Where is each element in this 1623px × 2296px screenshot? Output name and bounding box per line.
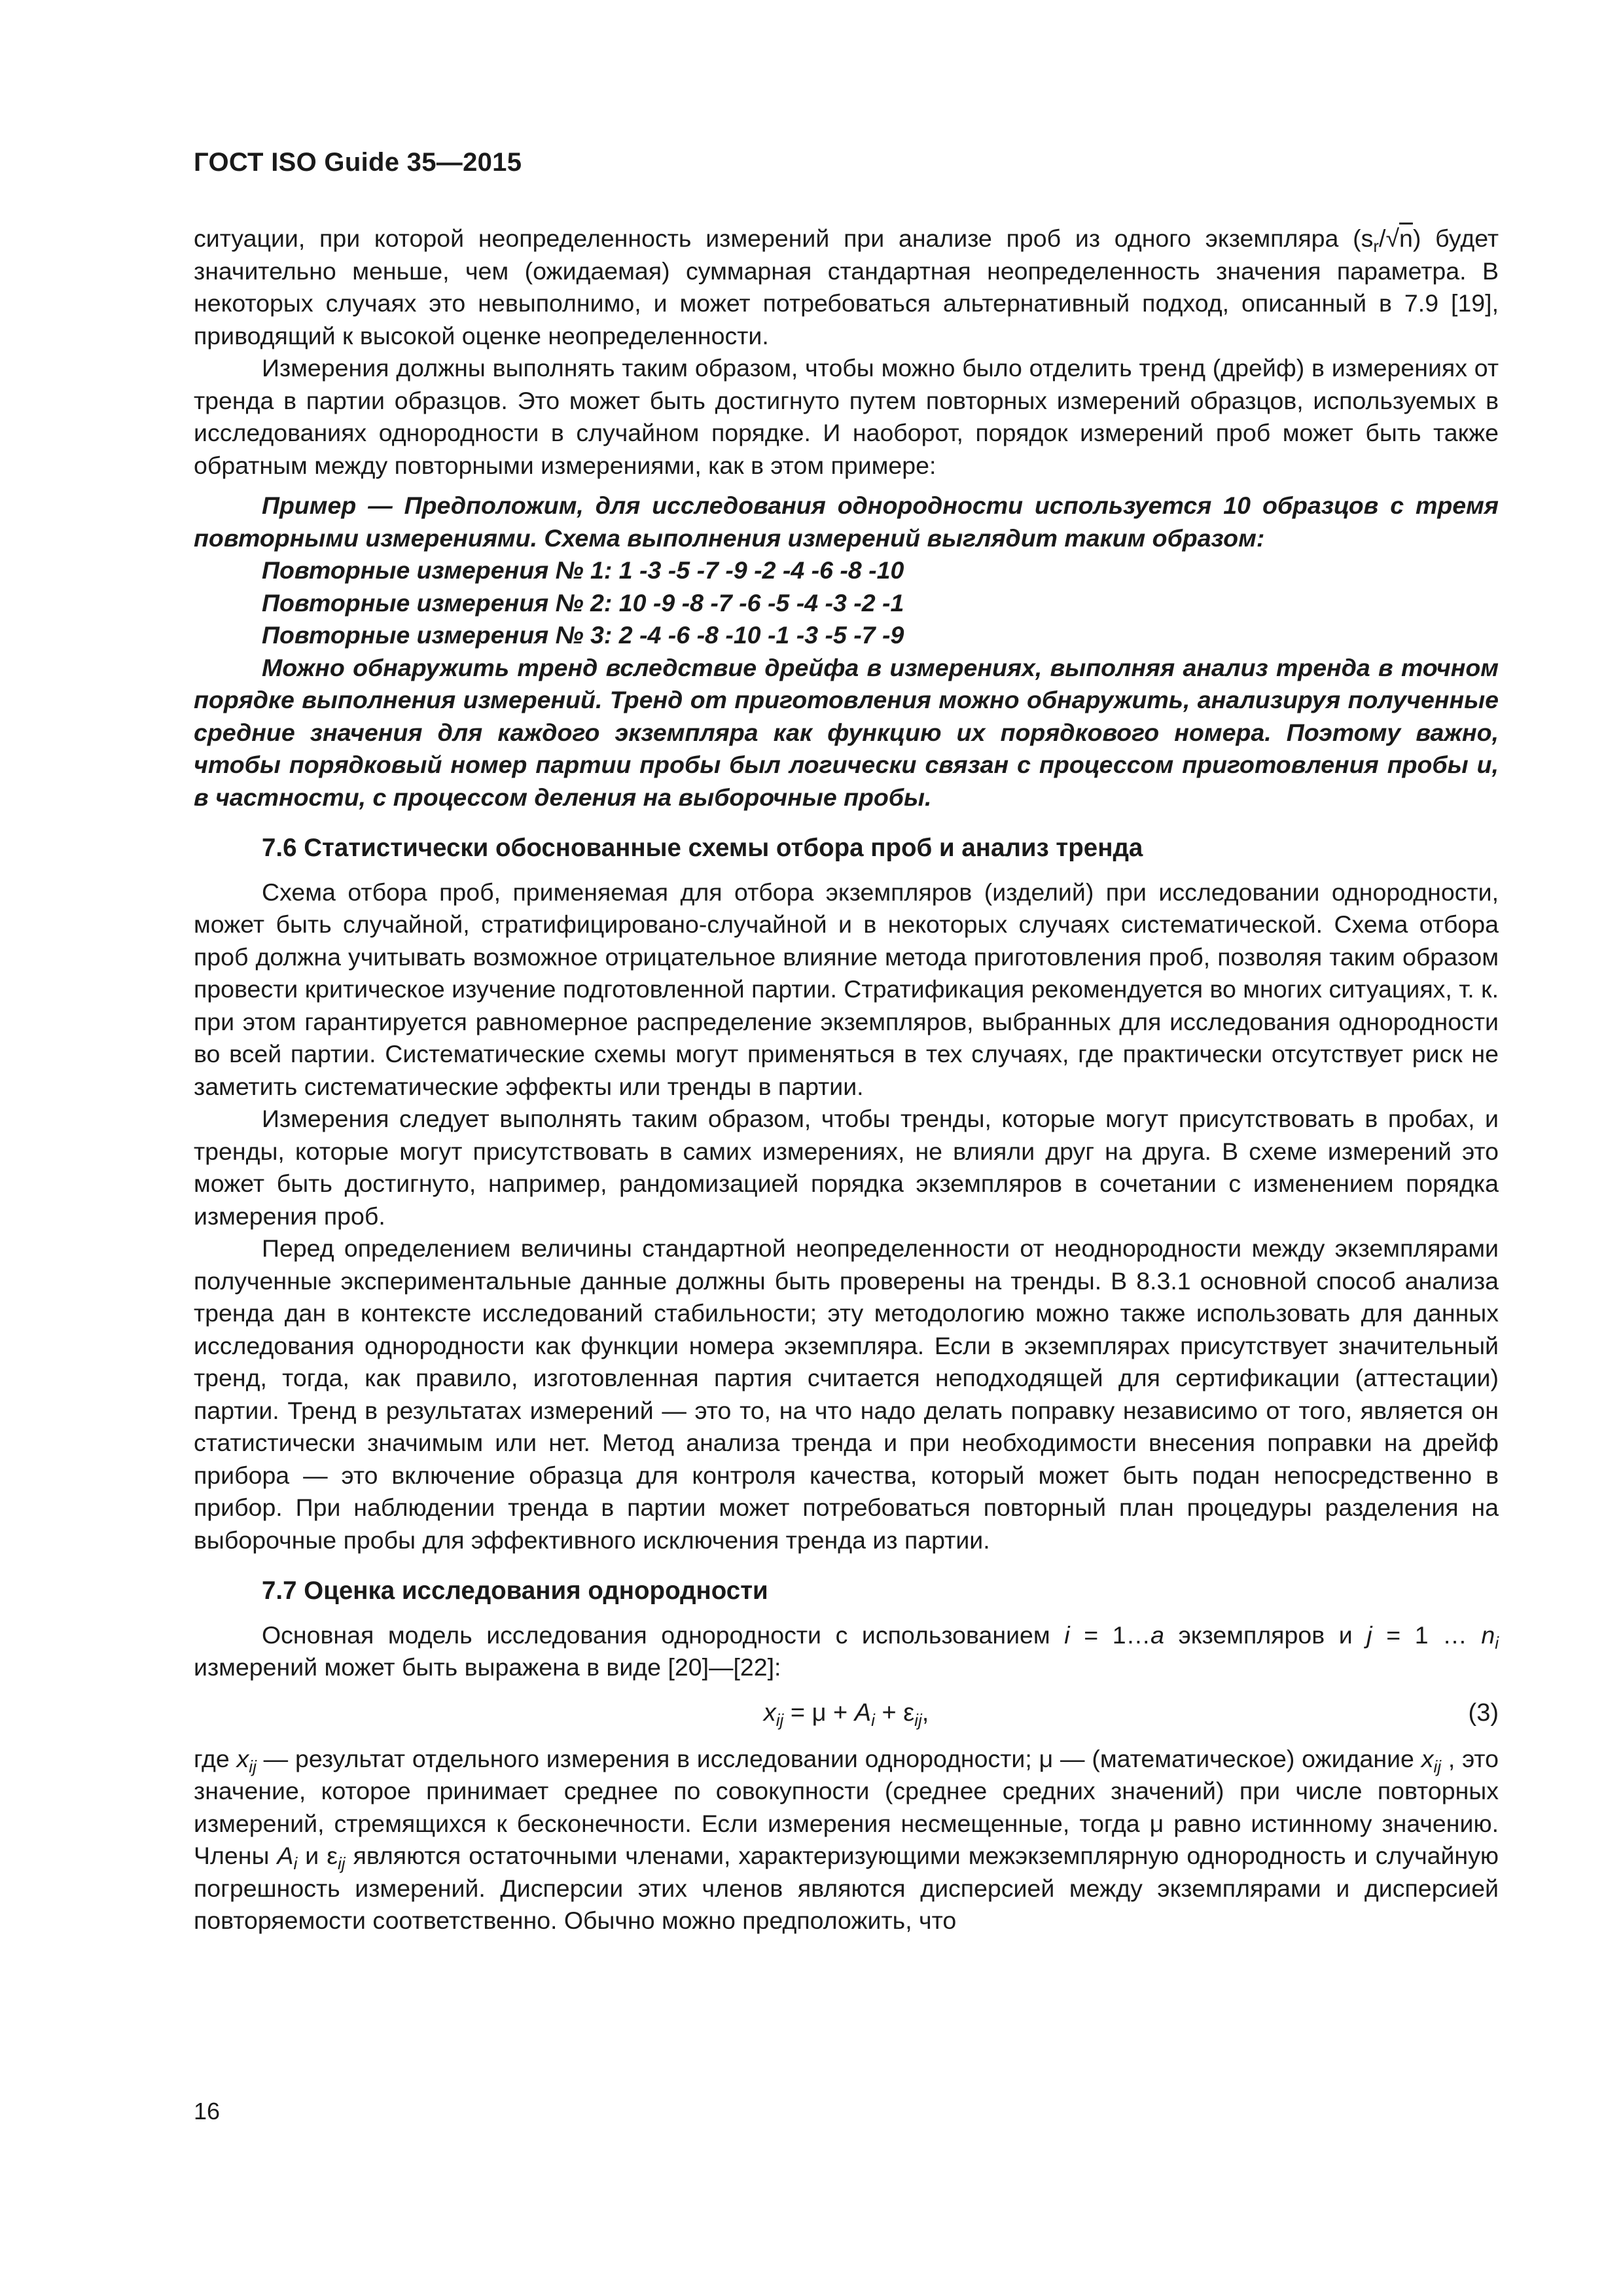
- example-replicate-2: Повторные измерения № 2: 10 -9 -8 -7 -6 -5 -4 -3 -2 -1: [262, 588, 904, 617]
- paragraph-measurement-order: Измерения должны выполнять таким образом, чтобы можно было отделить тренд (дрейф) в измерениях от тренда в партии образцов. Это может быть достигнуто путем повторных измерений образцов, используемых в исследованиях однородности в случайном порядке. И наоборот, порядок измерений проб может быть также обратным между повторными измерениями, как в этом примере:: [194, 354, 1499, 479]
- document-body: [194, 223, 1499, 1937]
- formula-number: (3): [1468, 1698, 1499, 1727]
- example-replicate-1: Повторные измерения № 1: 1 -3 -5 -7 -9 -2 -4 -6 -8 -10: [262, 556, 904, 584]
- paragraph-basic-model: Основная модель исследования однородности с использованием i = 1…a экземпляров и j = 1 … $n_i$ измерений может быть выражена в виде [20]—[22]:: [194, 1621, 1499, 1681]
- paragraph-trend-separation: Измерения следует выполнять таким образом, чтобы тренды, которые могут присутствовать в пробах, и тренды, которые могут присутствовать в самих измерениях, не влияли друг на друга. В схеме измерений это может быть достигнуто, например, рандомизацией порядка экземпляров в сочетании с изменением порядка измерения проб.: [194, 1105, 1499, 1230]
- example-block: [194, 490, 1499, 814]
- page-header: ГОСТ ISO Guide 35—2015: [194, 148, 522, 177]
- section-heading-7-7: 7.7 Оценка исследования однородности: [262, 1577, 768, 1605]
- example-intro: Пример — Предположим, для исследования однородности используется 10 образцов с тремя повторными измерениями. Схема выполнения измерений выглядит таким образом:: [194, 492, 1499, 552]
- example-conclusion: Можно обнаружить тренд вследствие дрейфа в измерениях, выполняя анализ тренда в точном порядке выполнения измерений. Тренд от приготовления можно обнаружить, анализируя полученные средние значения для каждого экземпляра как функцию их порядкового номера. Поэтому важно, чтобы порядковый номер партии пробы был логически связан с процессом приготовления пробы и, в частности, с процессом деления на выборочные пробы.: [194, 653, 1499, 811]
- paragraph-formula-explanation: где $x_{ij}$ — результат отдельного измерения в исследовании однородности; μ — (математическое) ожидание $x_{ij}$ , это значение, которое принимает среднее по совокупности (среднее средних значений) при числе повторных измерений, стремящихся к бесконечности. Если измерения несмещенные, тогда μ равно истинному значению. Члены $A_i$ и $\varepsilon_{ij}$ являются остаточными членами, характеризующими межэкземплярную однородность и случайную погрешность измерений. Дисперсии этих членов являются дисперсией между экземплярами и дисперсией повторяемости соответственно. Обычно можно предположить, что: [194, 1744, 1499, 1934]
- example-replicate-3: Повторные измерения № 3: 2 -4 -6 -8 -10 -1 -3 -5 -7 -9: [262, 621, 904, 649]
- paragraph-sampling-scheme: Схема отбора проб, применяемая для отбора экземпляров (изделий) при исследовании однородности, может быть случайной, стратифицировано-случайной и в некоторых случаях систематической. Схема отбора проб должна учитывать возможное отрицательное влияние метода приготовления проб, позволяя таким образом провести критическое изучение подготовленной партии. Стратификация рекомендуется во многих ситуациях, т. к. при этом гарантируется равномерное распределение экземпляров, выбранных для исследования однородности во всей партии. Систематические схемы могут применяться в тех случаях, где практически отсутствует риск не заметить систематические эффекты или тренды в партии.: [194, 878, 1499, 1100]
- formula-expression: $x_{ij} = \mu + A_i + \varepsilon_{ij}$,: [763, 1698, 929, 1730]
- formula-3: [194, 1693, 1499, 1739]
- section-heading-7-6: 7.6 Статистически обоснованные схемы отбора проб и анализ тренда: [262, 834, 1143, 862]
- paragraph-continuation: ситуации, при которой неопределенность измерений при анализе проб из одного экземпляра $(s_r/√n)$ будет значительно меньше, чем (ожидаемая) суммарная стандартная неопределенность значения параметра. В некоторых случаях это невыполнимо, и может потребоваться альтернативный подход, описанный в 7.9 [19], приводящий к высокой оценке неопределенности.: [194, 224, 1499, 350]
- page-number: 16: [194, 2098, 221, 2125]
- paragraph-trend-check: Перед определением величины стандартной неопределенности от неоднородности между экземплярами полученные экспериментальные данные должны быть проверены на тренды. В 8.3.1 основной способ анализа тренда дан в контексте исследований стабильности; эту методологию можно также использовать для данных исследования однородности как функции номера экземпляра. Если в экземплярах присутствует значительный тренд, тогда, как правило, изготовленная партия считается неподходящей для сертификации (аттестации) партии. Тренд в результатах измерений — это то, на что надо делать поправку независимо от того, является он статистически значимым или нет. Метод анализа тренда и при необходимости внесения поправки на дрейф прибора — это включение образца для контроля качества, который может быть подан непосредственно в прибор. При наблюдении тренда в партии может потребоваться повторный план процедуры разделения на выборочные пробы для эффективного исключения тренда из партии.: [194, 1234, 1499, 1554]
